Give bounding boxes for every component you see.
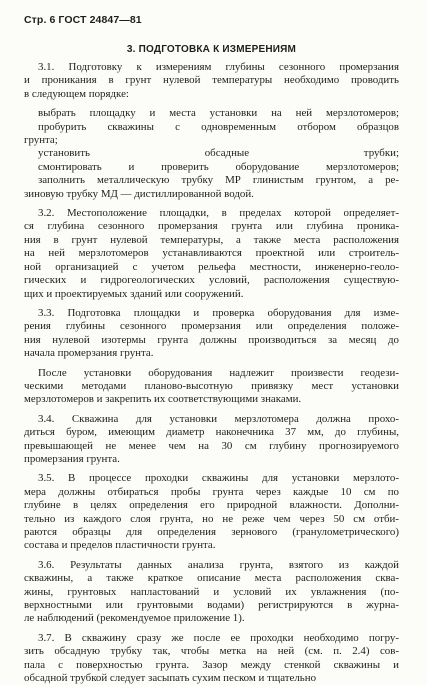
text-line: и проникания в грунт нулевой температуры необходимо проводить [24,74,399,87]
text-line: в следующем порядке: [24,87,129,100]
text-line: мера должны отбираться пробы грунта через каждые 10 см по [24,485,399,498]
text-line: рения глубины сезонного промерзания или определения положе- [24,320,399,333]
text-line: заполнить металлическую трубку МР глинистым грунтом, а ре- [38,174,399,187]
paragraph [24,367,399,407]
text-line: щих и проектируемых зданий или сооружений. [24,287,244,300]
paragraph [24,472,399,552]
text-line: 3.6. Результаты данных анализа грунта, взятого из каждой [38,558,399,571]
text-line: раются образцы для определения зернового (гранулометрического) [24,526,399,538]
text-line: состава и пределов пластичности грунта. [24,539,216,552]
page-header: Стр. 6 ГОСТ 24847—81 [24,14,142,26]
paragraph [24,107,399,201]
paragraph [24,559,399,626]
text-line: тельно из каждого слоя грунта, но не реже чем через 50 см отби- [24,512,399,525]
text-line: 3.4. Скважина для установки мерзлотомера должна прохо- [38,412,399,425]
text-line: 3.2. Местоположение площадки, в пределах которой определяет- [38,207,399,220]
text-line: смонтировать и проверить оборудование мерзлотомеров; [38,160,399,173]
text-line: ческими методами планово-высотную привязку мест установки [24,379,399,392]
text-line: на ней мерзлотомеров устанавливаются проектной или строитель- [24,247,399,260]
text-line: зиновую трубку МД — дистиллированной водой. [24,187,254,200]
text-line: ния в грунт нулевой температуры, а также места расположения [24,233,399,246]
text-line: зить обсадную трубку так, чтобы метка на ней (см. п. 2.4) сов- [24,645,399,658]
section-title: 3. ПОДГОТОВКА К ИЗМЕРЕНИЯМ [126,44,297,55]
text-line: 3.5. В процессе проходки скважины для установки мерзлото- [38,472,399,485]
text-line: промерзания грунта. [24,452,120,465]
paragraph [24,61,399,101]
text-line: глубине в целях определения его природной влажности. Дополни- [24,499,399,512]
text-line: диться буром, имеющим диаметр наконечника 37 мм, до глубины, [24,426,399,439]
text-line: мерзлотомеров и закрепить их соответствующими знаками. [24,393,302,406]
text-line: жины, грунтовых напластований и условий их увлажнения (по- [24,585,399,598]
paragraph [24,632,399,685]
text-line: обсадной трубкой следует засыпать сухим песком и тщательно [24,672,317,685]
text-line: начала промерзания грунта. [24,347,154,360]
text-line: пала с поверхностью грунта. Зазор между стенкой скважины и [24,658,399,671]
text-line: верхностными или грунтовыми водами) регистрируются в журна- [24,599,399,612]
text-line: превышающей не менее чем на 30 см глубину прогнозируемого [24,439,399,452]
text-line: После установки оборудования надлежит произвести геодези- [38,366,399,379]
text-line: 3.3. Подготовка площадки и проверка оборудования для изме- [38,306,399,319]
paragraph [24,207,399,301]
text-line: выбрать площадку и места установки на ней мерзлотомеров; [38,107,399,120]
text-line: 3.1. Подготовку к измерениям глубины сезонного промерзания [38,61,399,73]
text-line: ле наблюдений (рекомендуемое приложение 1). [24,612,245,625]
text-line: скважины, а также краткое описание места расположения сква- [24,572,399,585]
paragraph [24,307,399,361]
text-line: ся глубина сезонного промерзания грунта или глубина проника- [24,220,399,233]
text-line: ной организацией с учетом рельефа местности, инженерно-геоло- [24,260,399,273]
text-line: 3.7. В скважину сразу же после ее проходки необходимо погру- [38,631,399,644]
document-body [24,61,399,685]
text-line: гических и гидрогеологических условий, расположения существую- [24,274,399,287]
paragraph [24,413,399,467]
text-line: грунта; [24,134,58,147]
text-line: установить обсадные трубки; [38,147,399,160]
text-line: ния нулевой изотермы грунта должны производиться за месяц до [24,333,399,346]
text-line: пробурить скважины с одновременным отбором образцов [38,120,399,133]
